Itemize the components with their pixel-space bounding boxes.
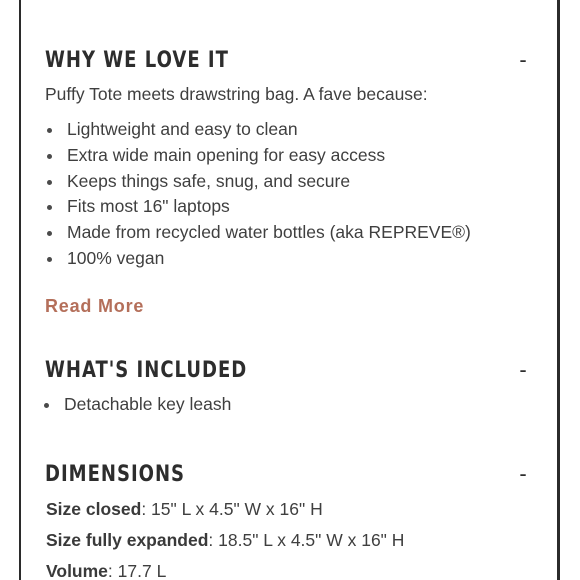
bullet-dot-icon (47, 180, 52, 185)
page-gutter (560, 0, 580, 580)
spec-label: Size fully expanded (46, 530, 209, 550)
spec-size-expanded (46, 530, 404, 551)
section-title: WHY WE LOVE IT (45, 47, 229, 73)
list-item-text: 100% vegan (67, 247, 165, 268)
collapse-icon[interactable]: - (519, 47, 527, 72)
spec-value: : 15" L x 4.5" W x 16" H (141, 499, 323, 519)
spec-label: Size closed (46, 499, 142, 519)
whats-included-header[interactable] (45, 355, 530, 385)
bullet-dot-icon (47, 154, 52, 159)
list-item (67, 143, 471, 169)
list-item-text: Lightweight and easy to clean (67, 119, 298, 139)
bullet-dot-icon (47, 231, 52, 236)
why-intro-text: Puffy Tote meets drawstring bag. A fave because: (45, 84, 428, 104)
bullet-dot-icon (47, 205, 52, 210)
spec-size-closed (46, 499, 323, 520)
spec-volume (46, 561, 166, 580)
list-item (67, 169, 471, 195)
why-we-love-it-header[interactable] (45, 45, 530, 75)
read-more-link[interactable]: Read More (45, 296, 145, 316)
spec-label: Volume (46, 561, 108, 580)
list-item (64, 392, 231, 418)
panel-left-border (19, 0, 21, 580)
list-item (67, 220, 471, 246)
spec-value: : 17.7 L (107, 561, 167, 580)
list-item-text: Extra wide main opening for easy access (67, 144, 386, 165)
section-title: WHAT'S INCLUDED (45, 357, 248, 383)
list-item-text: Fits most 16" laptops (67, 196, 230, 217)
list-item (67, 117, 471, 143)
included-bullet-list (64, 392, 231, 418)
collapse-icon[interactable]: - (519, 357, 527, 382)
list-item-text: Keeps things safe, snug, and secure (67, 170, 351, 191)
spec-value: : 18.5" L x 4.5" W x 16" H (208, 530, 405, 550)
list-item-text: Detachable key leash (64, 394, 232, 414)
section-title: DIMENSIONS (45, 461, 186, 487)
bullet-dot-icon (47, 257, 52, 262)
dimensions-header[interactable] (45, 459, 530, 489)
list-item-text: Made from recycled water bottles (aka REPREVE®) (67, 222, 471, 243)
list-item (67, 246, 471, 272)
why-bullet-list (67, 117, 471, 272)
bullet-dot-icon (44, 403, 49, 408)
bullet-dot-icon (47, 128, 52, 133)
collapse-icon[interactable]: - (519, 461, 527, 486)
list-item (67, 194, 471, 220)
